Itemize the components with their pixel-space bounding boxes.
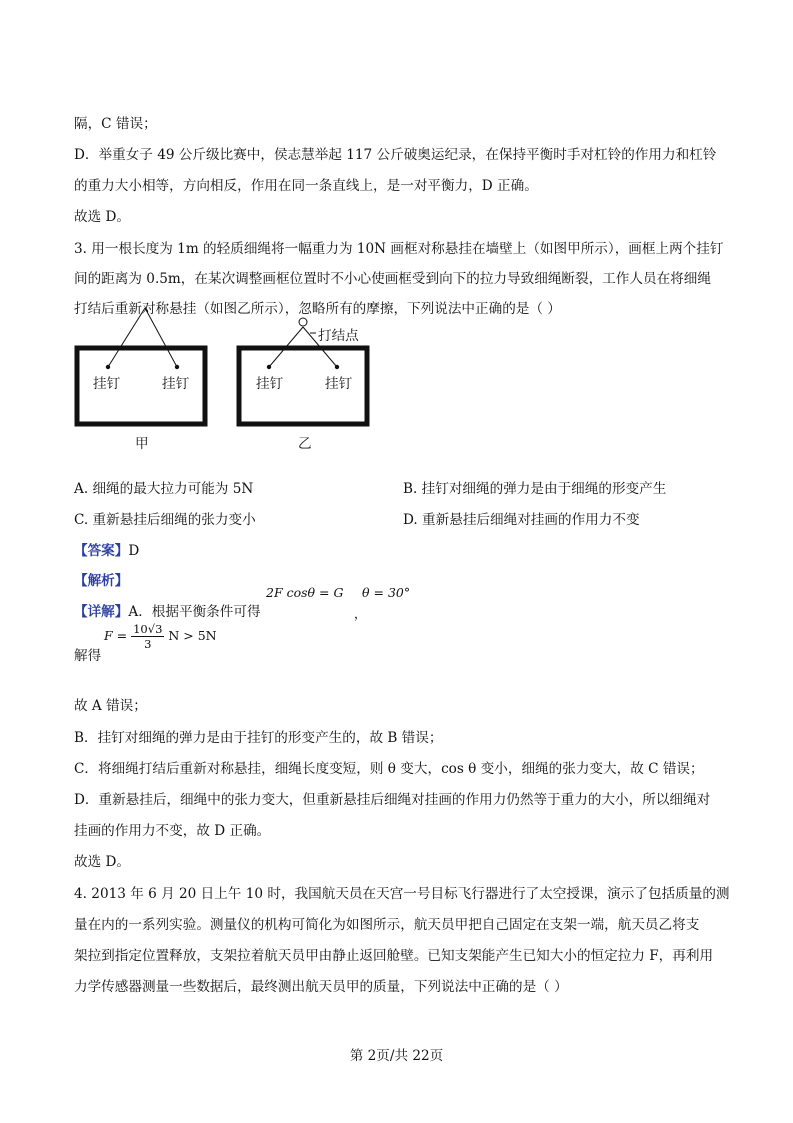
question-4-line: 量在内的一系列实验。测量仪的机构可简化为如图所示，航天员甲把自己固定在支架一端，航天员乙将支	[74, 917, 700, 933]
answer-value: D	[128, 543, 140, 559]
equation-balance: 2F cosθ = G	[266, 585, 344, 600]
question-3-line: 间的距离为 0.5m，在某次调整画框位置时不小心使画框受到向下的拉力导致细绳断裂，工作人员在将细绳	[74, 271, 711, 287]
page-footer: 第 2页/共 22页	[349, 1048, 444, 1064]
text-line: D．重新悬挂后，细绳中的张力变大，但重新悬挂后细绳对挂画的作用力仍然等于重力的大小，所以细绳对	[74, 792, 711, 808]
force-lhs: F =	[104, 628, 128, 643]
nail-label: 挂钉	[93, 376, 121, 392]
nail-label: 挂钉	[256, 376, 284, 392]
detail-tag: 【详解】	[74, 604, 129, 620]
figure-caption: 乙	[298, 436, 312, 452]
knot-label: 打结点	[318, 328, 359, 344]
equation-angle: θ = 30°	[362, 585, 411, 600]
text-line: C．将细绳打结后重新对称悬挂，细绳长度变短，则 θ 变大，cos θ 变小，细绳的张力变大，故 C 错误；	[74, 761, 704, 777]
analysis-tag: 【解析】	[74, 573, 129, 589]
question-4-line: 架拉到指定位置释放，支架拉着航天员甲由静止返回舱壁。已知支架能产生已知大小的恒定拉力 F，再利用	[74, 948, 714, 964]
option-c: C. 重新悬挂后细绳的张力变小	[74, 512, 256, 528]
question-4-line: 4. 2013 年 6 月 20 日上午 10 时，我国航天员在天宫一号目标飞行器进行了太空授课，演示了包括质量的测	[74, 886, 730, 902]
text-line: 故选 D。	[74, 209, 131, 225]
question-3-line: 3. 用一根长度为 1m 的轻质细绳将一幅重力为 10N 画框对称悬挂在墙壁上（如图甲所示），画框上两个挂钉	[74, 241, 724, 257]
answer-tag: 【答案】	[74, 543, 129, 559]
figure-caption: 甲	[135, 436, 149, 452]
detail-lead: A．根据平衡条件可得	[128, 604, 261, 620]
comma: ，	[354, 606, 367, 621]
option-b: B. 挂钉对细绳的弹力是由于细绳的形变产生	[403, 481, 667, 497]
question-3-line: 打结后重新对称悬挂（如图乙所示），忽略所有的摩擦，下列说法中正确的是（ ）	[74, 301, 561, 317]
equation-force	[104, 622, 217, 651]
detail-line	[74, 603, 261, 621]
solve-label: 解得	[74, 648, 102, 664]
text-line: B．挂钉对细绳的弹力是由于挂钉的形变产生的，故 B 错误；	[74, 730, 443, 746]
fraction-denominator: 3	[144, 637, 152, 651]
answer-line	[74, 542, 139, 560]
force-rhs: N > 5N	[168, 628, 217, 643]
text-line: D．举重女子 49 公斤级比赛中，侯志慧举起 117 公斤破奥运纪录，在保持平衡时手对杠铃的作用力和杠铃	[74, 147, 717, 163]
text-line: 挂画的作用力不变，故 D 正确。	[74, 823, 271, 839]
analysis-line	[74, 572, 128, 590]
fraction-numerator: 10√3	[133, 622, 163, 636]
frame-jia	[77, 308, 205, 424]
text-line: 的重力大小相等，方向相反，作用在同一条直线上，是一对平衡力，D 正确。	[74, 178, 538, 194]
option-a: A. 细绳的最大拉力可能为 5N	[74, 481, 254, 497]
text-line: 故选 D。	[74, 854, 131, 870]
nail-label: 挂钉	[162, 376, 190, 392]
text-line: 故 A 错误；	[74, 698, 147, 714]
option-d: D. 重新悬挂后细绳对挂画的作用力不变	[403, 512, 640, 528]
nail-label: 挂钉	[325, 376, 353, 392]
force-fraction	[131, 622, 164, 651]
text-line: 隔，C 错误；	[74, 116, 157, 132]
question-4-line: 力学传感器测量一些数据后，最终测出航天员甲的质量，下列说法中正确的是（ ）	[74, 979, 568, 995]
